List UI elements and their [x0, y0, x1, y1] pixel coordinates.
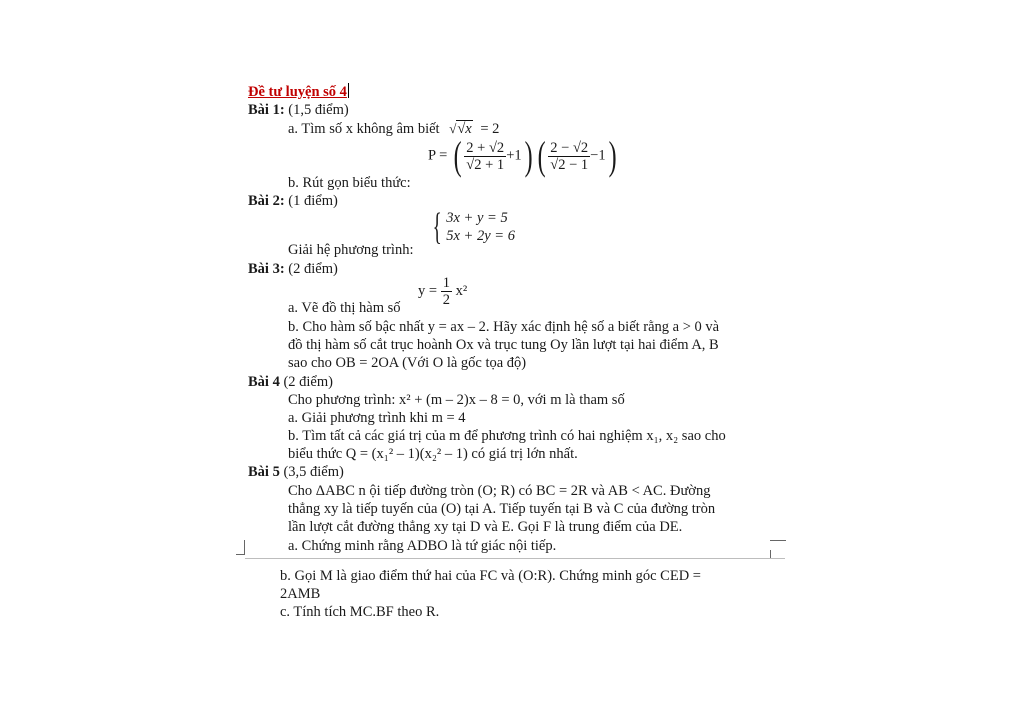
- problem-4b-line-2: biểu thức Q = (x₁² – 1)(x₂² – 1) có giá trị lớn nhất.: [288, 446, 578, 462]
- sqrt-x: √x: [457, 121, 472, 137]
- problem-3a: a. Vẽ đồ thị hàm số: [288, 300, 401, 316]
- problem-5a: a. Chứng minh rằng ADBO là tứ giác nội tiếp.: [288, 538, 557, 554]
- problem-3b-line-3: sao cho OB = 2OA (Với O là gốc tọa độ): [288, 355, 527, 371]
- problem-4a: a. Giải phương trình khi m = 4: [288, 410, 466, 426]
- margin-marker-left: [236, 540, 245, 555]
- problem-2-heading: Bài 2: (1 điểm): [248, 193, 338, 209]
- problem-5-line-2: thẳng xy là tiếp tuyến của (O) tại A. Tiếp tuyến tại B và C của đường tròn: [288, 501, 716, 517]
- fraction-1: $\frac{2 + √2}{√2 + 1}$: [466, 139, 505, 173]
- problem-5-heading: Bài 5 (3,5 điểm): [248, 464, 344, 480]
- problem-5c: c. Tính tích MC.BF theo R.: [280, 604, 440, 620]
- fraction-2: $\frac{2 - √2}{√2 - 1}$: [550, 139, 589, 173]
- problem-3-heading: Bài 3: (2 điểm): [248, 261, 338, 277]
- problem-2: Giải hệ phương trình:: [288, 242, 414, 258]
- problem-1b: b. Rút gọn biểu thức:: [288, 175, 411, 191]
- problem-5b-line-2: 2AMB: [280, 586, 321, 602]
- problem-5-line-1: Cho ΔABC n ội tiếp đường tròn (O; R) có BC = 2R và AB < AC. Đường: [288, 483, 711, 499]
- p-expression: P = ( $\frac{2 + √2}{√2 + 1}$ +1) ( $\frac{2 - √2}{√2 - 1}$ −1): [428, 133, 617, 178]
- problem-5-line-3: lần lượt cắt đường thẳng xy tại D và E. Gọi F là trung điểm của DE.: [288, 519, 683, 535]
- function-y-half-x-squared: y = $\frac{1}{2}$ x²: [418, 275, 468, 308]
- margin-marker-right-top: [770, 540, 786, 541]
- problem-1-heading: Bài 1: (1,5 điểm): [248, 102, 349, 118]
- text-cursor: [348, 83, 349, 98]
- problem-4b-line-1: b. Tìm tất cả các giá trị của m để phương trình có hai nghiệm x₁, x₂ sao cho: [288, 428, 726, 444]
- document-title: Đề tư luyện số 4: [248, 84, 347, 100]
- problem-5b-line-1: b. Gọi M là giao điểm thứ hai của FC và (O:R). Chứng minh góc CED =: [280, 568, 701, 584]
- page-break-line: [245, 558, 785, 559]
- problem-4-statement: Cho phương trình: x² + (m – 2)x – 8 = 0, với m là tham số: [288, 392, 625, 408]
- equation-system: { 3x + y = 5 5x + 2y = 6: [432, 206, 515, 248]
- problem-3b-line-2: đồ thị hàm số cắt trục hoành Ox và trục tung Oy lần lượt tại hai điểm A, B: [288, 337, 719, 353]
- problem-3b-line-1: b. Cho hàm số bậc nhất y = ax – 2. Hãy xác định hệ số a biết rằng a > 0 và: [288, 319, 720, 335]
- problem-4-heading: Bài 4 (2 điểm): [248, 374, 333, 390]
- problem-1a: a. Tìm số x không âm biết √√x = 2: [288, 121, 500, 137]
